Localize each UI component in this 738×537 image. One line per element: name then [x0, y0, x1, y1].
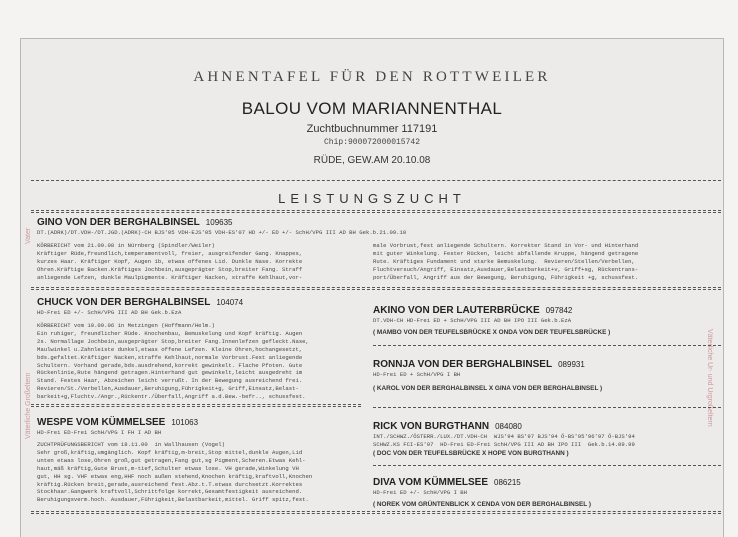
divider: [31, 212, 721, 213]
divider: [373, 407, 721, 408]
divider: [31, 289, 721, 290]
great-grandparent-name-text: AKINO VON DER LAUTERBRÜCKE: [373, 305, 540, 316]
great-grandparent-parents: ( NOREK VOM GRÜNTENBLICK X CENDA VON DER BERGHALBINSEL ): [373, 501, 591, 508]
grandmother-reg: 101063: [171, 418, 199, 427]
pedigree-sheet: [20, 38, 724, 537]
side-label-sire: Vater: [25, 227, 32, 244]
side-label-grandparents: Väterliche Großeltern: [25, 372, 32, 439]
birth-info: RÜDE, GEW.AM 20.10.08: [313, 155, 431, 166]
divider: [31, 210, 721, 211]
great-grandparent-name-text: RONNJA VON DER BERGHALBINSEL: [373, 359, 553, 370]
divider: [31, 404, 361, 405]
divider: [373, 345, 721, 346]
great-grandparent-parents: ( DOC VON DER TEUFELSBRÜCKE X HOPE VON BURGTHANN ): [373, 450, 569, 457]
pedigree-title: AHNENTAFEL FÜR DEN ROTTWEILER: [193, 69, 551, 85]
great-grandparent-parents: ( MAMBO VON DER TEUFELSBRÜCKE X ONDA VON DER TEUFELSBRÜCKE ): [373, 329, 611, 336]
chip-number: Chip:900072000015742: [323, 138, 420, 147]
section-title: LEISTUNGSZUCHT: [278, 191, 466, 206]
grandmother-report: ZUCHTPRÜFUNGSBERICHT vom 18.11.00 in Wallhausen (Vogel) Sehr groß,kräftig,umgänglich. Kopf kräftig,m-breit,Stop mittel,dunkle Augen,Lid unten etwas lose,Ohren groß,gut getragen,Fang gut,sg Pigment,Scheren.Etwas Kehl- haut,mäß kräftig,Gute Brust,m-tief,Schulter etwas lose. VH gerade,Winkelung VH gut, HH sg. VHF etwas eng,HHF noch außen stehend,Knochen kräftig,kraftvoll,Knochen kräftig.Rücken breit,gerade,ausreichend fest.Abz.t.T.etwas durchsetzt.Korrektes Stockhaar.Gangwerk kraftvoll,Schrittfolge korrekt,Gesamtfestigkeit ausreichend. Beruhigungsverm.hoch. Ausdauer,Führigkeit,Belastbarkeit,mittel. Griff spitz,fest.: [37, 441, 313, 504]
side-label-great-grandparents: Väterliche Ur- und Urgroßeltern: [706, 329, 713, 427]
divider: [31, 513, 721, 514]
grandfather-name: [37, 297, 243, 308]
sire-name-text: GINO VON DER BERGHALBINSEL: [37, 217, 200, 228]
sire-name: [37, 217, 233, 228]
great-grandparent-name: [373, 305, 572, 316]
great-grandparent-reg: 084080: [495, 422, 522, 431]
divider: [31, 287, 721, 288]
grandfather-titles: HD-Frei ED +/- SchH/VPG III AD BH Gek.b.EzA: [37, 309, 182, 316]
grandfather-name-text: CHUCK VON DER BERGHALBINSEL: [37, 297, 211, 308]
great-grandparent-name-text: DIVA VOM KÜMMELSEE: [373, 477, 489, 488]
grandfather-reg: 104074: [216, 298, 244, 307]
great-grandparent-name-text: RICK VON BURGTHANN: [373, 421, 490, 432]
sire-reg: 109635: [205, 218, 233, 227]
dog-name: BALOU VOM MARIANNENTHAL: [241, 99, 503, 118]
grandmother-titles: HD-Frei ED-Frei SchH/VPG I FH I AD BH: [37, 429, 162, 436]
divider: [373, 465, 721, 466]
great-grandparent-parents: ( KAROL VON DER BERGHALBINSEL X GINA VON DER BERGHALBINSEL ): [373, 385, 603, 392]
great-grandparent-titles: DT.VDH-CH HD-Frei ED + SchH/VPG III AD BH IPO III Gek.b.EzA: [373, 317, 572, 324]
sire-report-right: male Vorbrust,fest anliegende Schultern. Korrekter Stand in Vor- und Hinterhand mit guter Winkelung. Fester Rücken, leicht abfallende Kruppe, hängend getragene Rute. Kräftiges Fundament und starke Bemuskelung. Revieren/Stellen/Verbellen, Fluchtversuch/Angriff, Einsatz,Ausdauer,Belastbarkeit+v, Griff+sg, Rückentrans- port/Überfall, Angriff aus der Bewegung, Beruhigung, Führigkeit +g, schussfest.: [373, 242, 639, 281]
grandmother-name-text: WESPE VOM KÜMMELSEE: [37, 417, 166, 428]
great-grandparent-reg: 086215: [494, 478, 521, 487]
great-grandparent-titles: HD-Frei ED + SchH/VPG I BH: [373, 371, 461, 378]
sire-titles: DT.(ADRK)/DT.VDH-/DT.JGD.(ADRK)-CH BJS'05 VDH-EJS'05 VDH-ES'07 HD +/- ED +/- SchH/VPG III AD BH Gek.b.21.09.10: [37, 229, 407, 236]
divider: [31, 406, 361, 407]
great-grandparent-titles: HD-Frei ED +/- SchH/VPG I BH: [373, 489, 467, 496]
great-grandparent-name: [373, 421, 522, 432]
great-grandparent-name: [373, 359, 585, 370]
great-grandparent-titles: INT./SCHWZ./ÖSTERR./LUX./DT.VDH-CH WJS'94 BS'97 BJS'94 Ö-BS'95'96'97 Ö-BJS'94 SCHWZ.KS FCI-ES'97 HD-Frei ED-Frei SchH/VPG III AD BH IPO III Gek.b.14.09.99: [373, 433, 635, 448]
great-grandparent-reg: 089931: [558, 360, 585, 369]
divider: [31, 180, 721, 181]
great-grandparent-name: [373, 477, 521, 488]
grandfather-report: KÖRBERICHT vom 10.09.06 in Metzingen (Hoffmann/Helm.) Ein ruhiger, freundlicher Rüde. Knochenbau, Bemuskelung und Kopf kräftig. Augen 2s. Normallage Jochbein,ausgeprägter Stop,breiter Fang.Innenlefzen gefleckt.Nase, Maulwinkel u.Zahnleiste dunkel,etwas offene Lefzen. Kleine Ohren,hochangesetzt, bds.gefaltet.Kräftiger Nacken,straffe Kehlhaut,normale Vorbrust.Fest anliegende Schultern. Vorhand gerade,bds.ausdrehend,korrekt gewinkelt. Flache Pfoten. Gute Rückenlinie,Rute hängend getragen.Hinterhand gut gewinkelt,leicht ausgedreht im Stand. Festes Haar, Abzeichen leicht verrußt. In der Bewegung ausreichend frei. Revieren/St./Verbellen,Ausdauer,Beruhigung,Führigkeit+g, Griff,Einsatz,Belast- barkeit+g,Fluchtv./Angr.,Rückentr./Überfall,Angriff a.d.Bew.-befr.., schussfest.: [37, 322, 309, 401]
stud-book-number: Zuchtbuchnummer 117191: [306, 123, 438, 135]
divider: [31, 511, 721, 512]
sire-report-left: KÖRBERICHT vom 21.09.08 in Nürnberg (Spindler/Weiler) Kräftiger Rüde,freundlich,temperamentvoll, freier, ausgreifender Gang. Knappes, kurzes Haar. Kräftiger Kopf, Augen 1b, etwas offenes Lid. Dunkle Nase. Korrekte Ohren.Kräftige Backen.Kräftiges Jochbein,ausgeprägter Stop,breiter Fang. Straff anliegende Lefzen, dunkle Maulpigmente. Kräftiger Nacken, straffe Kehlhaut,vor-: [37, 242, 303, 281]
grandmother-name: [37, 417, 198, 428]
great-grandparent-reg: 097842: [545, 306, 573, 315]
